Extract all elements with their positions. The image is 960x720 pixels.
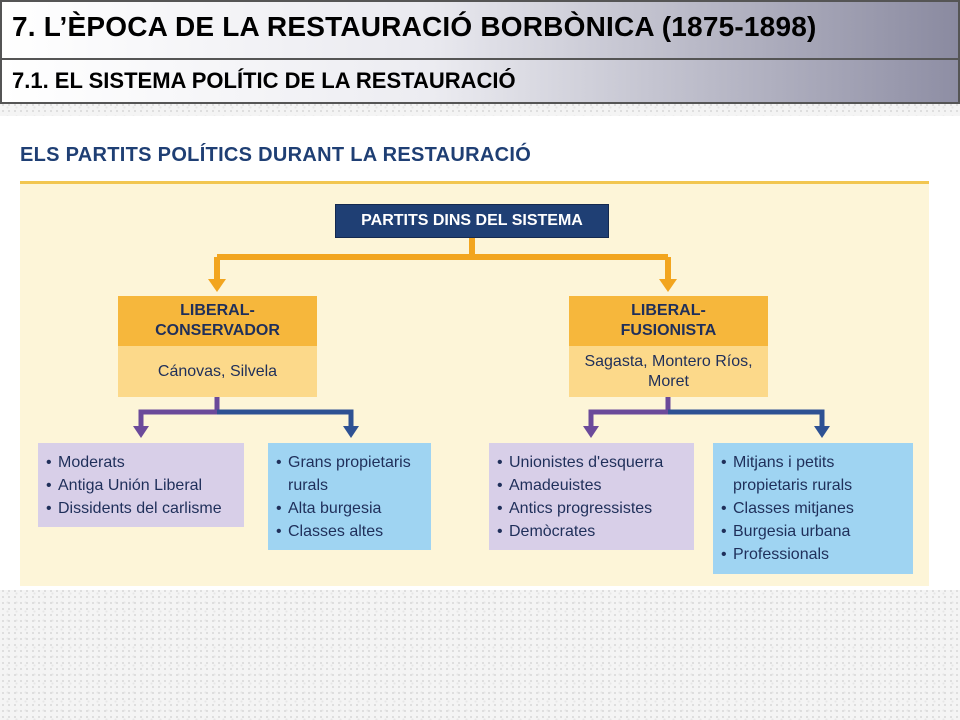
list-item: • Amadeuistes	[497, 474, 686, 497]
arrow-left-purple	[133, 426, 149, 438]
group-box-fusionista-social-base	[713, 443, 913, 574]
list-item: • Dissidents del carlisme	[46, 497, 236, 520]
list-item: • Unionistes d'esquerra	[497, 451, 686, 474]
root-node-partits-dins-del-sistema: PARTITS DINS DEL SISTEMA	[336, 205, 608, 237]
party-leaders-liberal-conservador: Cánovas, Silvela	[118, 346, 317, 397]
group-box-conservador-social-base	[268, 443, 431, 550]
group-box-conservador-factions	[38, 443, 244, 527]
list-item: • Classes mitjanes	[721, 497, 905, 520]
left-purple-branch	[141, 412, 217, 428]
party-name-liberal-conservador: LIBERAL- CONSERVADOR	[118, 296, 317, 346]
right-purple-branch	[591, 412, 668, 428]
root-connectors	[217, 237, 668, 281]
list-item: • Burgesia urbana	[721, 520, 905, 543]
group-box-fusionista-factions	[489, 443, 694, 550]
list-item: • Alta burgesia	[276, 497, 423, 520]
arrow-left-blue	[343, 426, 359, 438]
right-blue-branch	[668, 412, 822, 428]
list-item: • Professionals	[721, 543, 905, 566]
list-item: • Moderats	[46, 451, 236, 474]
list-item: • Mitjans i petits propietaris rurals	[721, 451, 905, 497]
party-leaders-liberal-fusionista: Sagasta, Montero Ríos, Moret	[569, 346, 768, 397]
diagram-heading: ELS PARTITS POLÍTICS DURANT LA RESTAURACIÓ	[20, 144, 532, 166]
list-item: • Demòcrates	[497, 520, 686, 543]
slide-subtitle: 7.1. EL SISTEMA POLÍTIC DE LA RESTAURACIÓ	[12, 68, 516, 93]
list-item: • Classes altes	[276, 520, 423, 543]
arrow-right-blue	[814, 426, 830, 438]
arrow-to-party-left	[208, 279, 226, 292]
list-item: • Grans propietaris rurals	[276, 451, 423, 497]
list-item: • Antiga Unión Liberal	[46, 474, 236, 497]
list-item: • Antics progressistes	[497, 497, 686, 520]
arrow-right-purple	[583, 426, 599, 438]
left-blue-branch	[217, 412, 351, 428]
arrow-to-party-right	[659, 279, 677, 292]
slide-title: 7. L’ÈPOCA DE LA RESTAURACIÓ BORBÒNICA (1875-1898)	[12, 11, 817, 42]
party-name-liberal-fusionista: LIBERAL- FUSIONISTA	[569, 296, 768, 346]
